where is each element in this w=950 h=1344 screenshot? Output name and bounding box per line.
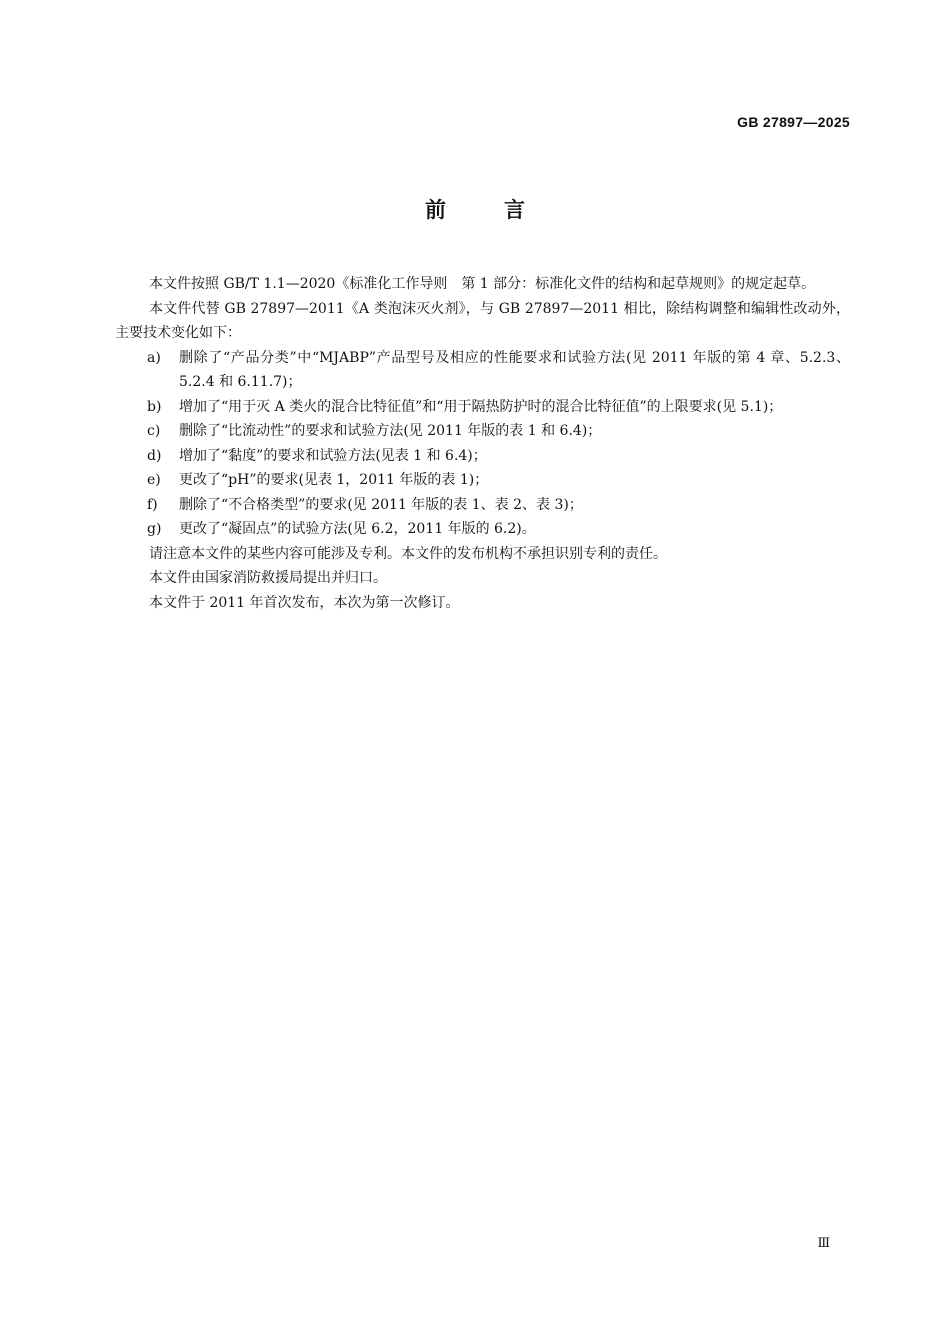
list-item-label: c)	[147, 423, 161, 439]
list-item	[115, 444, 850, 469]
list-item-label: d)	[147, 447, 162, 464]
page-title: 前言	[425, 198, 583, 222]
changes-list	[115, 346, 850, 542]
list-item-label: e)	[147, 472, 161, 488]
list-item-text: 删除了“不合格类型”的要求(见 2011 年版的表 1、表 2、表 3)；	[179, 496, 583, 513]
closing-paragraph: 本文件由国家消防救援局提出并归口。	[149, 570, 387, 586]
page-number: Ⅲ	[817, 1236, 830, 1251]
intro-paragraph: 本文件按照 GB/T 1.1—2020《标准化工作导则 第 1 部分：标准化文件的结构和起草规则》的规定起草。	[149, 276, 816, 292]
list-item	[115, 419, 850, 444]
list-item-label: b)	[147, 398, 162, 415]
list-item-text: 删除了“比流动性”的要求和试验方法(见 2011 年版的表 1 和 6.4)；	[179, 423, 602, 439]
list-item-label: f)	[147, 496, 158, 513]
foreword-body	[115, 272, 850, 615]
closing-paragraph: 请注意本文件的某些内容可能涉及专利。本文件的发布机构不承担识别专利的责任。	[149, 545, 667, 562]
list-item	[115, 517, 850, 542]
list-item-text: 更改了“凝固点”的试验方法(见 6.2，2011 年版的 6.2)。	[179, 521, 536, 537]
list-item	[115, 346, 850, 395]
list-item-text: 增加了“用于灭 A 类火的混合比特征值”和“用于隔热防护时的混合比特征值”的上限要求(见 5.1)；	[179, 398, 783, 415]
list-item	[115, 468, 850, 493]
list-item	[115, 493, 850, 518]
list-item-text: 删除了“产品分类”中“MJABP”产品型号及相应的性能要求和试验方法(见 2011 年版的第 4 章、5.2.3、5.2.4 和 6.11.7)；	[179, 349, 850, 390]
list-item-text: 更改了“pH”的要求(见表 1，2011 年版的表 1)；	[179, 472, 489, 488]
intro-paragraph: 本文件代替 GB 27897—2011《A 类泡沫灭火剂》，与 GB 27897—2011 相比，除结构调整和编辑性改动外，主要技术变化如下：	[115, 300, 850, 341]
list-item-text: 增加了“黏度”的要求和试验方法(见表 1 和 6.4)；	[179, 447, 487, 464]
list-item-label: g)	[147, 521, 162, 537]
standard-number: GB 27897—2025	[737, 114, 850, 130]
list-item	[115, 395, 850, 420]
list-item-label: a)	[147, 349, 161, 366]
closing-paragraph: 本文件于 2011 年首次发布，本次为第一次修订。	[149, 594, 460, 611]
